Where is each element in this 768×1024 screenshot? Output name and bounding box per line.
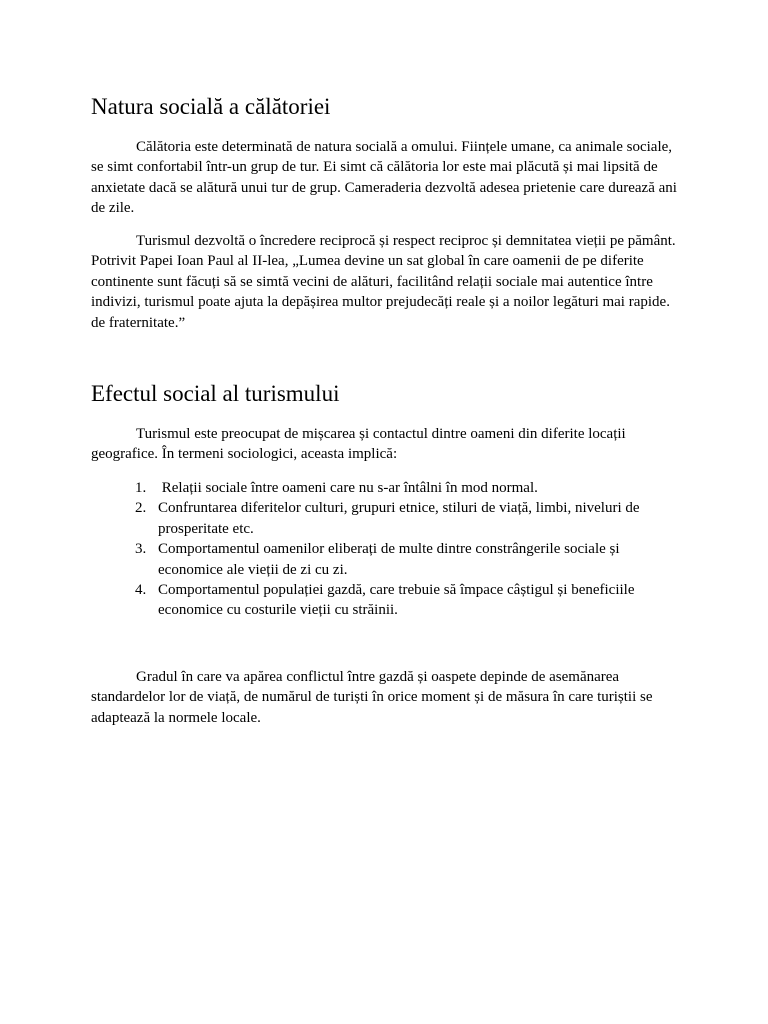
paragraph: Călătoria este determinată de natura socială a omului. Ființele umane, ca animale sociale, se simt confortabil într-un grup de tur. Ei simt că călătoria lor este mai plăcută și mai lipsită de anxietate dacă se alătură unui tur de grup. Cameraderia dezvoltă adesea prietenie care durează ani de zile. (91, 139, 677, 217)
list-item-number: 2. (135, 500, 147, 517)
paragraph-closing: Gradul în care va apărea conflictul între gazdă și oaspete depinde de asemănarea standardelor lor de viață, de numărul de turiști în orice moment și de măsura în care turiștii se adaptează la normele locale. (91, 669, 653, 726)
list-item-text: Confruntarea diferitelor culturi, grupuri etnice, stiluri de viață, limbi, niveluri de prosperitate etc. (158, 500, 640, 537)
list-item-number: 1. (135, 480, 147, 496)
section-heading-efectul-social: Efectul social al turismului (91, 381, 340, 406)
list-item-text: Comportamentul populației gazdă, care trebuie să împace câștigul și beneficiile economice cu costurile vieții cu străinii. (158, 582, 635, 619)
section-heading-natura-sociala: Natura socială a călătoriei (91, 94, 331, 119)
numbered-list (91, 478, 677, 621)
list-item-text: Comportamentul oamenilor eliberați de multe dintre constrângerile sociale și economice ale vieții de zi cu zi. (158, 541, 620, 578)
list-item (91, 539, 677, 580)
list-item (91, 498, 677, 539)
list-item-number: 4. (135, 582, 147, 599)
list-item (91, 478, 677, 498)
paragraph-intro: Turismul este preocupat de mișcarea și contactul dintre oameni din diferite locații geografice. În termeni sociologici, aceasta implică: (91, 426, 626, 463)
list-item (91, 580, 677, 621)
paragraph: Turismul dezvoltă o încredere reciprocă și respect reciproc și demnitatea vieții pe pământ. Potrivit Papei Ioan Paul al II-lea, „Lumea devine un sat global în care oamenii de pe diferite continente sunt făcuți să se simtă vecini de alături, facilitând relații sociale mai autentice între indivizi, turismul poate ajuta la depășirea multor prejudecăți reale și a noilor legături mai rapide. de fraternitate.” (91, 233, 676, 331)
list-item-number: 3. (135, 541, 147, 558)
list-item-text: Relații sociale între oameni care nu s-ar întâlni în mod normal. (158, 480, 538, 496)
